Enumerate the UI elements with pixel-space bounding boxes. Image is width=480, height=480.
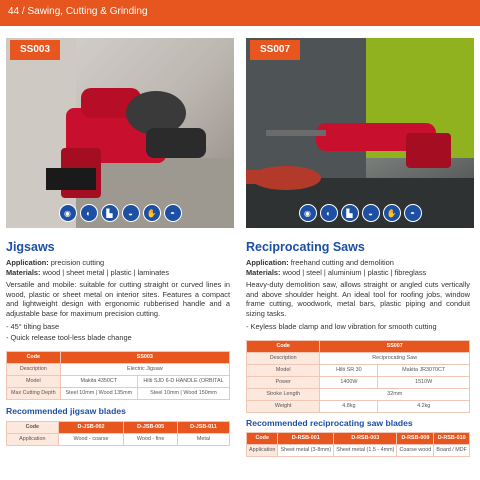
reciprocating-saw-illustration — [246, 38, 474, 228]
goggles-icon: ◉ — [59, 204, 77, 222]
product-code-tag: SS007 — [250, 40, 300, 60]
feature-list — [246, 321, 470, 332]
feature-item: - Quick release tool-less blade change — [6, 332, 132, 342]
spec-table: Code SS003 Description Electric Jigsaw Model Makita 4350CT Hilti SJD 6-D HANDLE (ORBITAL Max Cutting Depth Steel 10mm | Wood 135mm Steel 10mm | Wood 150mm — [6, 351, 230, 400]
jigsaw-illustration — [6, 38, 234, 228]
ear-protection-icon: ◐ — [80, 204, 98, 222]
boot-icon: ▙ — [341, 204, 359, 222]
jigsaw-photo — [6, 38, 234, 228]
mask-icon: ◒ — [122, 204, 140, 222]
ear-protection-icon: ◐ — [320, 204, 338, 222]
page-header — [0, 0, 480, 26]
materials-line: Materials: wood | sheet metal | plastic | laminates — [6, 267, 170, 277]
recommended-title: Recommended jigsaw blades — [6, 405, 126, 416]
code-header: Code — [7, 351, 61, 363]
application-line: Application: precision cutting — [6, 258, 105, 267]
safety-icons — [6, 204, 234, 222]
description: Heavy-duty demolition saw, allows straight or angled cuts vertically and above shoulder height. An ideal tool for roofing jobs, window frame cutting, woodwork, metal bars, plastic piping and conduit sizing tasks. — [246, 280, 470, 318]
feature-item: - 45° tilting base — [6, 321, 60, 331]
section-title: Reciprocating Saws — [246, 240, 365, 254]
application-line: Application: freehand cutting and demolition — [246, 258, 394, 267]
boot-icon: ▙ — [101, 204, 119, 222]
helmet-icon: ◓ — [404, 204, 422, 222]
goggles-icon: ◉ — [299, 204, 317, 222]
glove-icon: ✋ — [383, 204, 401, 222]
feature-item: - Keyless blade clamp and low vibration for smooth cutting — [246, 321, 437, 331]
feature-list — [6, 321, 230, 343]
reciprocating-saw-photo — [246, 38, 474, 228]
page-header-title: 44 / Sawing, Cutting & Grinding — [8, 6, 148, 17]
recommended-table: Code D-RSB-001 D-RSB-003 D-RSB-009 D-RSB-010 Application Sheet metal (3-8mm) Sheet metal (1.5 - 4mm) Coarse wood Board / MDF — [246, 432, 470, 457]
code-value: SS003 — [60, 351, 229, 363]
helmet-icon: ◓ — [164, 204, 182, 222]
glove-icon: ✋ — [143, 204, 161, 222]
reciprocating-saw-section — [246, 240, 470, 457]
materials-line: Materials: wood | steel | aluminium | plastic | fibreglass — [246, 267, 427, 277]
recommended-table: Code D-JSB-002 D-JSB-005 D-JSB-011 Application Wood - coarse Wood - fine Metal — [6, 421, 230, 446]
safety-icons — [246, 204, 474, 222]
description: Versatile and mobile: suitable for cutting straight or curved lines in wood, plastic or sheet metal on interior sites. Features a compact and lightweight design with ergonomic rubberised handle and a adjustable base for maximum precision cutting. — [6, 280, 230, 318]
recommended-title: Recommended reciprocating saw blades — [246, 417, 413, 428]
spec-table: Code SS007 Description Reciprocating Saw Model Hilti SR 30 Makita JR3070CT Power 1400W 1510W Stroke Length 32mm Weight 4.8kg 4.2kg — [246, 340, 470, 413]
product-code-tag: SS003 — [10, 40, 60, 60]
jigsaw-section — [6, 240, 230, 446]
mask-icon: ◒ — [362, 204, 380, 222]
section-title: Jigsaws — [6, 240, 55, 254]
